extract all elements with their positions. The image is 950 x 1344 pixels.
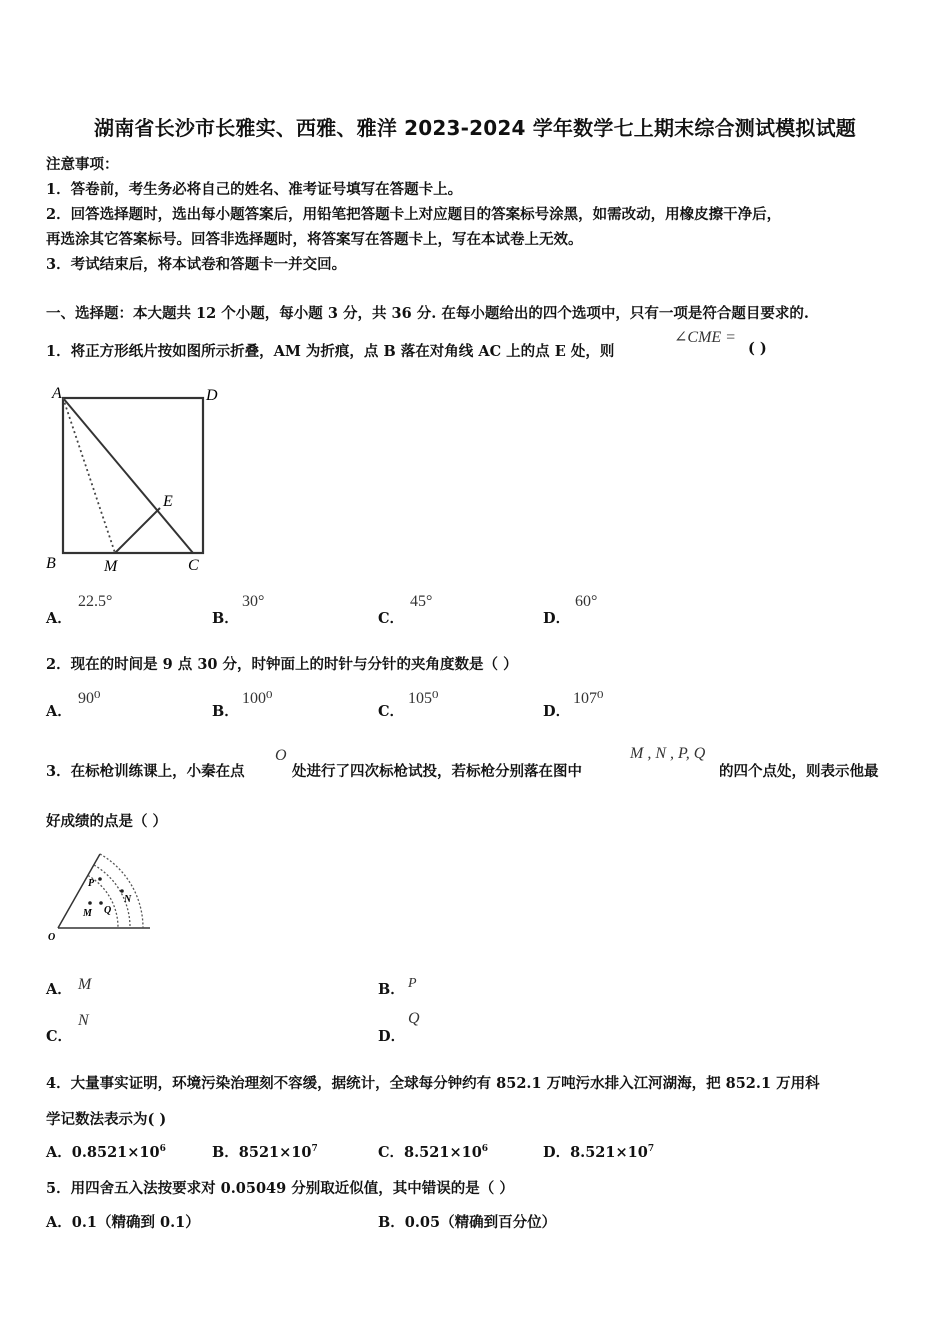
notice-item-3: 3．考试结束后，将本试卷和答题卡一并交回。	[46, 256, 347, 273]
q4-text-b: 学记数法表示为( )	[46, 1111, 167, 1128]
segment-me	[115, 508, 160, 553]
label-m: M	[83, 908, 92, 919]
q4-option-c-value: 8.521×10	[404, 1144, 482, 1161]
label-d: D	[206, 387, 218, 404]
q1-option-d-label: D．	[543, 610, 571, 627]
q3-option-a-label: A．	[46, 981, 72, 998]
q4-text-a: 4．大量事实证明，环境污染治理刻不容缓，据统计，全球每分钟约有 852.1 万吨污水排入江河湖海，把 852.1 万用科	[46, 1075, 820, 1092]
q2-option-a-label: A．	[46, 703, 72, 720]
label-o: O	[48, 932, 56, 943]
square-outline	[63, 398, 203, 553]
notice-heading: 注意事项：	[46, 156, 119, 173]
q4-option-a	[46, 1141, 166, 1162]
q4-option-a-label: A．	[46, 1144, 72, 1161]
label-q: Q	[104, 905, 112, 916]
q4-option-d-exp: 7	[647, 1144, 655, 1155]
notice-item-2: 2．回答选择题时，选出每小题答案后，用铅笔把答题卡上对应题目的答案标号涂黑，如需改动，用橡皮擦干净后，	[46, 206, 782, 223]
q2-option-d-value: 107⁰	[573, 690, 604, 707]
q1-option-c-label: C．	[378, 610, 405, 627]
notice-item-1: 1．答卷前，考生务必将自己的姓名、准考证号填写在答题卡上。	[46, 181, 463, 198]
page-title: 湖南省长沙市长雅实、西雅、雅洋 2023-2024 学年数学七上期末综合测试模拟试题	[94, 116, 856, 140]
q2-text: 2．现在的时间是 9 点 30 分，时钟面上的时针与分针的夹角度数是（ ）	[46, 656, 518, 673]
q3-option-d-label: D．	[378, 1028, 406, 1045]
point-m	[88, 901, 92, 905]
point-n	[120, 889, 124, 893]
sector-edge	[58, 854, 100, 928]
q1-figure-square	[40, 382, 230, 578]
label-p: P	[88, 878, 95, 889]
q4-option-b	[212, 1141, 318, 1162]
q4-option-c-exp: 6	[481, 1144, 489, 1155]
label-e: E	[163, 493, 173, 510]
point-q	[99, 901, 103, 905]
q5-option-a-value: 0.1（精确到 0.1）	[71, 1214, 200, 1231]
point-p	[98, 877, 102, 881]
label-m: M	[104, 558, 118, 575]
section-heading: 一、选择题：本大题共 12 个小题，每小题 3 分，共 36 分. 在每小题给出的四个选项中，只有一项是符合题目要求的.	[46, 305, 809, 322]
q1-option-b-label: B．	[212, 610, 239, 627]
fold-line-am	[63, 398, 115, 553]
q5-text: 5．用四舍五入法按要求对 0.05049 分别取近似值，其中错误的是（ ）	[46, 1180, 514, 1197]
q3-text-d: 好成绩的点是（ ）	[46, 813, 168, 830]
q3-option-c-label: C．	[46, 1028, 73, 1045]
q3-option-d-value: Q	[408, 1010, 420, 1027]
q2-option-d-label: D．	[543, 703, 571, 720]
label-n: N	[124, 894, 132, 905]
q5-option-b-value: 0.05（精确到百分位）	[404, 1214, 557, 1231]
q2-option-b-value: 100⁰	[242, 690, 273, 707]
q3-text-b: 处进行了四次标枪试投，若标枪分别落在图中	[292, 763, 582, 780]
q4-option-b-exp: 7	[311, 1144, 318, 1155]
q5-option-a-label: A．	[46, 1214, 72, 1231]
q1-option-c-value: 45°	[410, 593, 433, 610]
q3-option-c-value: N	[78, 1012, 89, 1029]
q3-text-c: 的四个点处，则表示他最	[719, 763, 879, 780]
notice-item-2-cont: 再选涂其它答案标号。回答非选择题时，将答案写在答题卡上，写在本试卷上无效。	[46, 231, 583, 248]
label-b: B	[46, 555, 56, 572]
q3-option-b-label: B．	[378, 981, 405, 998]
q5-option-a	[46, 1211, 200, 1232]
q2-option-c-label: C．	[378, 703, 405, 720]
q5-option-b-label: B．	[378, 1214, 405, 1231]
q1-math: ∠CME =	[674, 329, 736, 346]
q1-paren: ( )	[748, 340, 767, 357]
q2-option-a-value: 90⁰	[78, 690, 101, 707]
q4-option-b-value: 8521×10	[238, 1144, 312, 1161]
q4-option-d-label: D．	[543, 1144, 571, 1161]
q4-option-a-exp: 6	[159, 1144, 166, 1155]
q4-option-d-value: 8.521×10	[570, 1144, 648, 1161]
q1-option-a-label: A．	[46, 610, 72, 627]
q3-text-a: 3．在标枪训练课上，小秦在点	[46, 763, 245, 780]
q1-text: 1．将正方形纸片按如图所示折叠，AM 为折痕，点 B 落在对角线 AC 上的点 E 处，则	[46, 343, 615, 360]
q4-option-d	[543, 1141, 654, 1162]
q1-option-d-value: 60°	[575, 593, 598, 610]
q4-option-c-label: C．	[378, 1144, 405, 1161]
q1-option-a-value: 22.5°	[78, 593, 113, 610]
q5-option-b	[378, 1211, 556, 1232]
q3-option-a-value: M	[78, 976, 92, 993]
q3-math-points: M , N , P, Q	[630, 745, 706, 762]
q4-option-a-value: 0.8521×10	[71, 1144, 160, 1161]
q2-option-c-value: 105⁰	[408, 690, 439, 707]
label-c: C	[188, 557, 199, 574]
q4-option-b-label: B．	[212, 1144, 239, 1161]
q4-option-c	[378, 1141, 488, 1162]
q3-math-o: O	[275, 747, 287, 764]
q2-option-b-label: B．	[212, 703, 239, 720]
label-a: A	[52, 385, 62, 402]
q3-option-b-value: P	[408, 976, 417, 991]
q1-option-b-value: 30°	[242, 593, 265, 610]
diagonal-ac	[63, 398, 193, 553]
q3-figure-sector	[44, 846, 162, 946]
